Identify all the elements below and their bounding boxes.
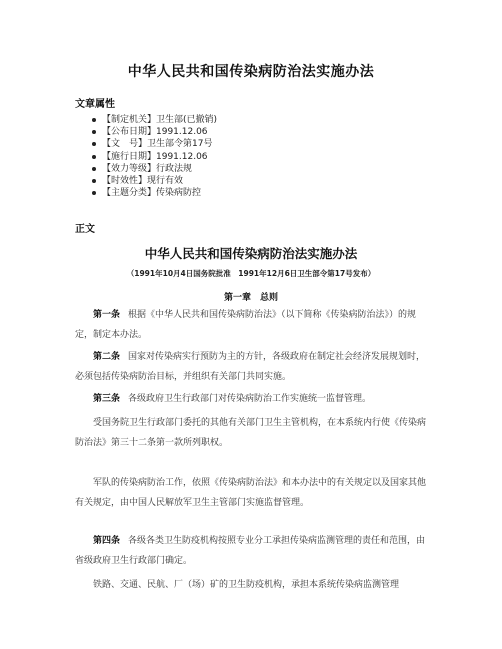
attribute-item: 【制定机关】卫生部(已撤销) xyxy=(92,114,217,126)
article-paragraph xyxy=(75,532,433,571)
attribute-item: 【施行日期】1991.12.06 xyxy=(92,151,217,163)
article-label: 第二条 xyxy=(93,352,121,362)
attributes-list xyxy=(92,114,217,199)
article-label: 第四条 xyxy=(93,536,121,546)
body-title: 中华人民共和国传染病防治法实施办法 xyxy=(144,246,358,261)
article-text: 各级政府卫生行政部门对传染病防治工作实施统一监督管理。 xyxy=(128,394,372,404)
chapter-heading: 第一章 总则 xyxy=(223,293,278,303)
article-paragraph xyxy=(75,348,433,387)
article-text: 受国务院卫生行政部门委托的其他有关部门卫生主管机构，在本系统内行使《传染病防治法》第三十二条第一款所列职权。 xyxy=(75,418,427,448)
attribute-item: 【公布日期】1991.12.06 xyxy=(92,126,217,138)
article-label: 第一条 xyxy=(93,310,121,320)
article-text: 根据《中华人民共和国传染病防治法》（以下简称《传染病防治法》）的规定，制定本办法。 xyxy=(75,310,417,340)
article-paragraph xyxy=(75,390,433,410)
article-text: 铁路、交通、民航、厂（场）矿的卫生防疫机构，承担本系统传染病监测管理 xyxy=(93,580,400,590)
article-text: 各级各类卫生防疫机构按照专业分工承担传染病监测管理的责任和范围，由省级政府卫生行政部门确定。 xyxy=(75,536,426,566)
document-title: 中华人民共和国传染病防治法实施办法 xyxy=(127,64,375,80)
article-paragraph xyxy=(75,576,433,596)
article-label: 第三条 xyxy=(93,394,121,404)
article-text: 国家对传染病实行预防为主的方针，各级政府在制定社会经济发展规划时，必须包括传染病防治目标，并组织有关部门共同实施。 xyxy=(75,352,426,382)
body-heading: 正文 xyxy=(75,224,95,235)
article-paragraph xyxy=(75,414,433,453)
attribute-item: 【文 号】卫生部令第17号 xyxy=(92,138,217,150)
article-paragraph xyxy=(75,306,433,345)
attribute-item: 【时效性】现行有效 xyxy=(92,175,217,187)
body-subtitle: （1991年10月4日国务院批准 1991年12月6日卫生部令第17号发布） xyxy=(126,269,376,278)
article-paragraph xyxy=(75,474,433,513)
article-text: 军队的传染病防治工作，依照《传染病防治法》和本办法中的有关规定以及国家其他有关规定，由中国人民解放军卫生主管部门实施监督管理。 xyxy=(75,478,427,508)
attribute-item: 【主题分类】传染病防控 xyxy=(92,187,217,199)
attributes-heading: 文章属性 xyxy=(75,99,115,110)
attribute-item: 【效力等级】行政法规 xyxy=(92,163,217,175)
